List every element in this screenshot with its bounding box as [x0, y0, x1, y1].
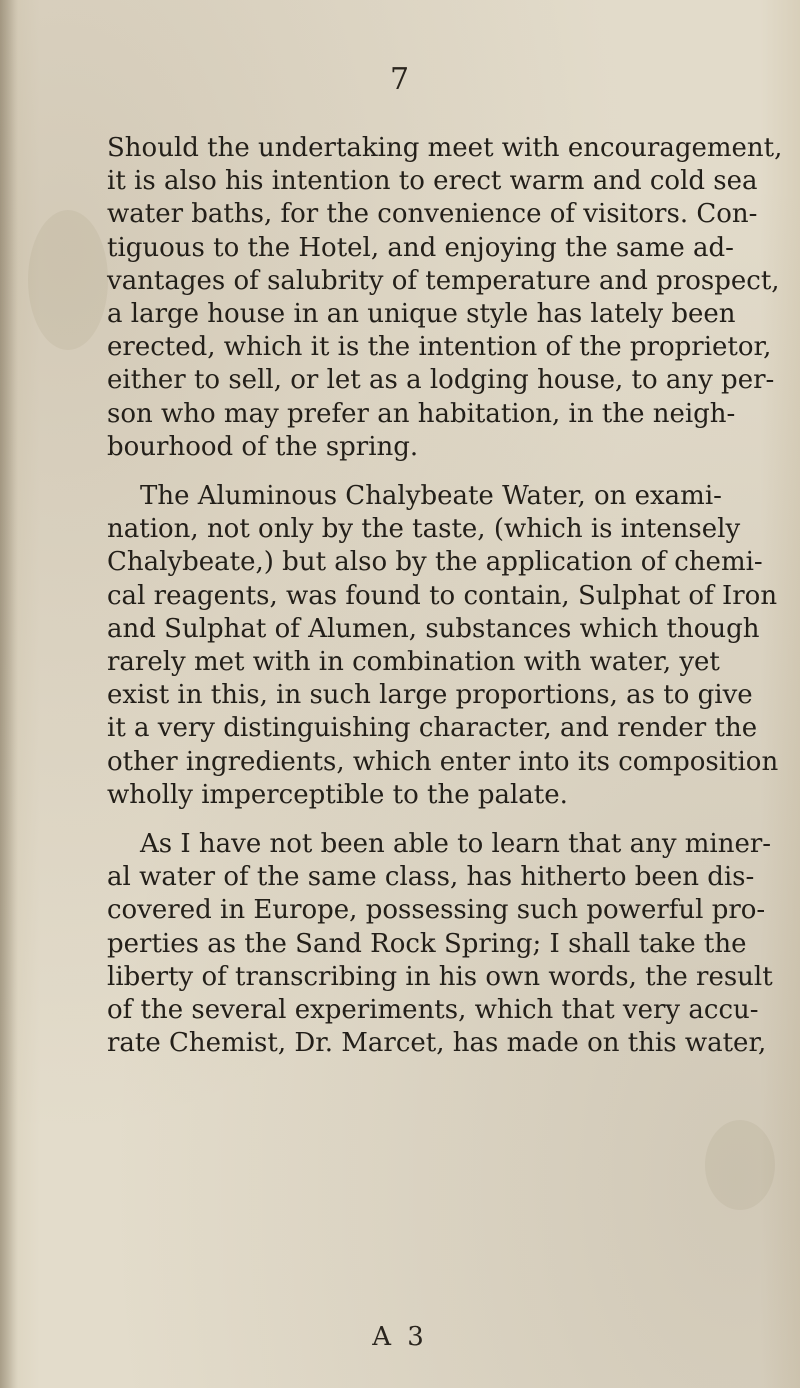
text-line: water baths, for the convenience of visitors. Con-: [107, 199, 758, 230]
text-line: Chalybeate,) but also by the application of chemi-: [107, 547, 763, 578]
text-line: al water of the same class, has hitherto been dis-: [107, 862, 755, 893]
text-line: other ingredients, which enter into its composition: [107, 746, 779, 777]
paragraph-2: [107, 480, 779, 812]
text-line: tiguous to the Hotel, and enjoying the same ad-: [107, 232, 734, 263]
text-line: As I have not been able to learn that any miner-: [140, 829, 772, 860]
signature-mark: A 3: [372, 1322, 428, 1352]
text-line: exist in this, in such large proportions, as to give: [107, 680, 753, 711]
text-line: rate Chemist, Dr. Marcet, has made on this water,: [107, 1028, 767, 1059]
text-line: perties as the Sand Rock Spring; I shall take the: [107, 928, 747, 959]
text-line: either to sell, or let as a lodging house, to any per-: [107, 365, 775, 396]
text-line: Should the undertaking meet with encouragement,: [107, 133, 783, 163]
paragraph-3: [107, 828, 773, 1060]
text-line: of the several experiments, which that very accu-: [107, 995, 759, 1026]
page-number: 7: [389, 62, 411, 97]
text-line: and Sulphat of Alumen, substances which though: [107, 613, 760, 644]
text-line: cal reagents, was found to contain, Sulphat of Iron: [107, 580, 778, 611]
paragraph-1: [107, 132, 783, 464]
text-line: wholly imperceptible to the palate.: [107, 779, 568, 810]
text-line: covered in Europe, possessing such powerful pro-: [107, 895, 766, 926]
text-line: rarely met with in combination with water, yet: [107, 647, 720, 678]
text-line: bourhood of the spring.: [107, 431, 419, 462]
text-line: vantages of salubrity of temperature and prospect,: [107, 265, 780, 296]
text-line: it is also his intention to erect warm and cold sea: [107, 166, 758, 197]
paper-stain: [28, 210, 108, 350]
text-line: it a very distinguishing character, and render the: [107, 713, 758, 744]
text-line: erected, which it is the intention of the proprietor,: [107, 332, 772, 363]
paper-stain: [705, 1120, 775, 1210]
body-text: [107, 132, 783, 1060]
page-gutter-shadow: [0, 0, 18, 1388]
text-line: The Aluminous Chalybeate Water, on exami-: [140, 481, 722, 512]
text-line: son who may prefer an habitation, in the neigh-: [107, 398, 736, 429]
text-line: liberty of transcribing in his own words, the result: [107, 961, 773, 992]
text-line: a large house in an unique style has lately been: [107, 299, 736, 330]
text-line: nation, not only by the taste, (which is intensely: [107, 514, 741, 545]
